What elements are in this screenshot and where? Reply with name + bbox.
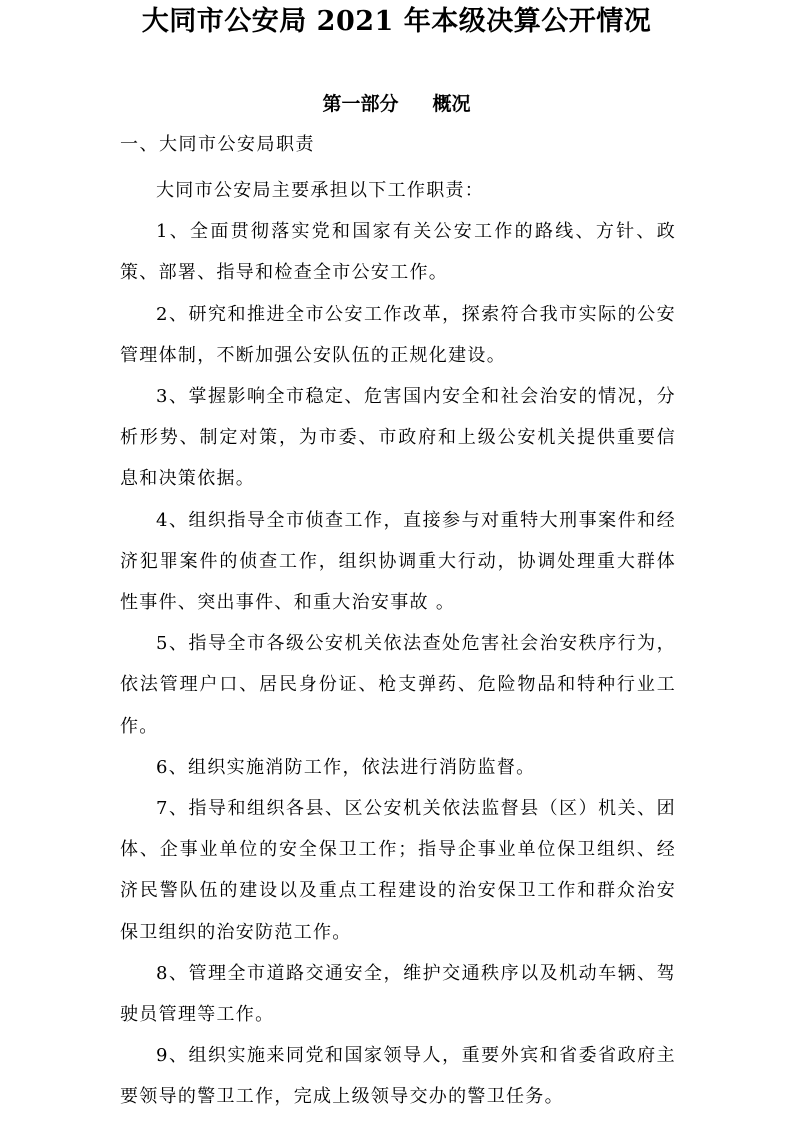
duty-paragraph-5: 5、指导全市各级公安机关依法查处危害社会治安秩序行为，依法管理户口、居民身份证、枪支弹药、危险物品和特种行业工作。 bbox=[120, 633, 676, 737]
duty-paragraph-9: 9、组织实施来同党和国家领导人，重要外宾和省委省政府主要领导的警卫工作，完成上级领导交办的警卫任务。 bbox=[120, 1045, 676, 1108]
duty-paragraph-1: 1、全面贯彻落实党和国家有关公安工作的路线、方针、政策、部署、指导和检查全市公安工作。 bbox=[120, 221, 676, 284]
duty-paragraph-3: 3、掌握影响全市稳定、危害国内安全和社会治安的情况，分析形势、制定对策，为市委、市政府和上级公安机关提供重要信息和决策依据。 bbox=[120, 386, 676, 490]
duty-paragraph-8: 8、管理全市道路交通安全，维护交通秩序以及机动车辆、驾驶员管理等工作。 bbox=[120, 962, 676, 1026]
section-heading: 一、大同市公安局职责 bbox=[120, 134, 315, 155]
duty-paragraph-4: 4、组织指导全市侦查工作，直接参与对重特大刑事案件和经济犯罪案件的侦查工作，组织协调重大行动，协调处理重大群体性事件、突出事件、和重大治安事故 。 bbox=[120, 509, 676, 614]
intro-paragraph: 大同市公安局主要承担以下工作职责： bbox=[156, 180, 485, 201]
duty-paragraph-2: 2、研究和推进全市公安工作改革，探索符合我市实际的公安管理体制，不断加强公安队伍的正规化建设。 bbox=[120, 303, 676, 366]
document-title: 大同市公安局 2021 年本级决算公开情况 bbox=[141, 6, 652, 37]
part-heading bbox=[0, 90, 793, 118]
part-number: 第一部分 bbox=[322, 93, 399, 115]
duty-paragraph-7: 7、指导和组织各县、区公安机关依法监督县（区）机关、团体、企事业单位的安全保卫工作；指导企事业单位保卫组织、经济民警队伍的建设以及重点工程建设的治安保卫工作和群众治安保卫组织的治安防范工作。 bbox=[120, 798, 676, 943]
part-name: 概况 bbox=[432, 93, 471, 115]
body-text bbox=[120, 170, 676, 1118]
duty-paragraph-6: 6、组织实施消防工作，依法进行消防监督。 bbox=[156, 756, 536, 778]
